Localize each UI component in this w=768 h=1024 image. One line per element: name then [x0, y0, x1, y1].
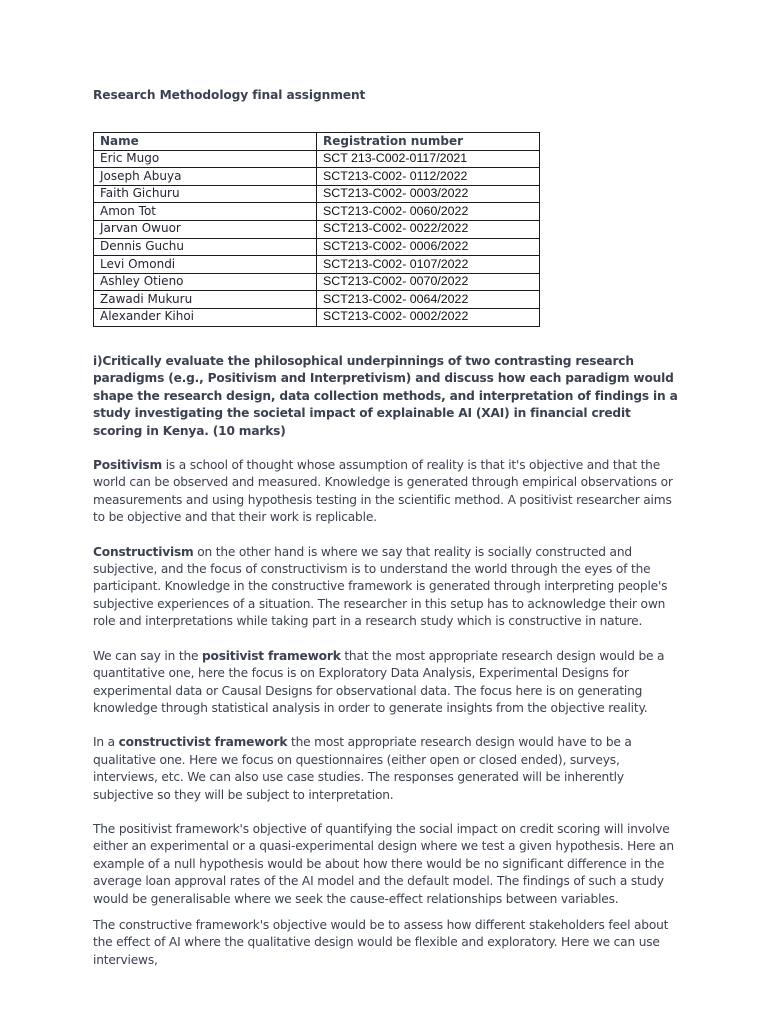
paragraph-lead: In a — [93, 735, 119, 750]
paragraph-lead: We can say in the — [93, 648, 202, 663]
table-row — [94, 308, 540, 326]
table-row — [94, 203, 540, 221]
member-registration: SCT213-C002- 0070/2022 — [317, 273, 540, 291]
paragraph-constructive-objective — [93, 917, 683, 969]
document-title: Research Methodology final assignment — [93, 88, 366, 102]
member-name: Dennis Guchu — [94, 238, 317, 256]
member-name: Jarvan Owuor — [94, 220, 317, 238]
member-name: Zawadi Mukuru — [94, 291, 317, 309]
table-row — [94, 150, 540, 168]
paragraph-term: Constructivism — [93, 544, 194, 559]
paragraph-text: on the other hand is where we say that reality is socially constructed and subjective, and the focus of constructivism is to understand the world through the eyes of the participant. Knowledge in the constructive framework is generated through interpreting people's subjective experiences of a situation. The researcher in this setup has to acknowledge their own role and interpretations while taking part in a research study which is constructive in nature. — [93, 544, 668, 629]
document-body — [93, 353, 683, 986]
table-row — [94, 238, 540, 256]
table-row — [94, 273, 540, 291]
member-registration: SCT213-C002- 0006/2022 — [317, 238, 540, 256]
member-name: Joseph Abuya — [94, 168, 317, 186]
member-registration: SCT213-C002- 0060/2022 — [317, 203, 540, 221]
paragraph-positivist-objective — [93, 821, 683, 908]
paragraph-term: constructivist framework — [118, 735, 288, 750]
table-row — [94, 185, 540, 203]
registration-column-header: Registration number — [317, 133, 540, 151]
paragraph-text: is a school of thought whose assumption of reality is that it's objective and that the world can be observed and measured. Knowledge is generated through empirical observations or measurements and using hypothesis testing in the scientific method. A positivist researcher aims to be objective and that their work is replicable. — [93, 458, 673, 525]
paragraph-constructivist-framework — [93, 734, 683, 804]
member-registration: SCT213-C002- 0107/2022 — [317, 256, 540, 274]
member-name: Eric Mugo — [94, 150, 317, 168]
question-heading: i)Critically evaluate the philosophical underpinnings of two contrasting research paradigms (e.g., Positivism and Interpretivism) and discuss how each paradigm would shape the research design, data collection methods, and interpretation of findings in a study investigating the societal impact of explainable AI (XAI) in financial credit scoring in Kenya. (10 marks) — [93, 354, 678, 438]
paragraph-positivist-framework — [93, 648, 683, 718]
member-registration: SCT213-C002- 0064/2022 — [317, 291, 540, 309]
paragraph-constructivism — [93, 544, 683, 631]
paragraph-text: that the most appropriate research design would be a quantitative one, here the focus is on Exploratory Data Analysis, Experimental Designs for experimental data or Causal Designs for observational data. The focus here is on generating knowledge through statistical analysis in order to generate insights from the objective reality. — [93, 648, 665, 715]
paragraph-term: positivist framework — [202, 648, 341, 663]
paragraph-text: The positivist framework's objective of quantifying the social impact on credit scoring will involve either an experimental or a quasi-experimental design where we test a given hypothesis. Here an example of a null hypothesis would be about how there would be no significant difference in the average loan approval rates of the AI model and the default model. The findings of such a study would be generalisable where we seek the cause-effect relationships between variables. — [93, 821, 674, 906]
member-name: Amon Tot — [94, 203, 317, 221]
member-registration: SCT213-C002- 0022/2022 — [317, 220, 540, 238]
table-row — [94, 220, 540, 238]
paragraph-positivism — [93, 457, 683, 527]
name-column-header: Name — [94, 133, 317, 151]
member-registration: SCT213-C002- 0002/2022 — [317, 308, 540, 326]
table-row — [94, 256, 540, 274]
paragraph-text: the most appropriate research design would have to be a qualitative one. Here we focus on questionnaires (either open or closed ended), surveys, interviews, etc. We can also use case studies. The responses generated will be inherently subjective so they will be subject to interpretation. — [93, 735, 632, 802]
member-name: Levi Omondi — [94, 256, 317, 274]
table-header-row — [94, 133, 540, 151]
paragraph-term: Positivism — [93, 458, 163, 473]
member-name: Faith Gichuru — [94, 185, 317, 203]
members-table — [93, 132, 540, 327]
paragraph-text: The constructive framework's objective would be to assess how different stakeholders feel about the effect of AI where the qualitative design would be flexible and exploratory. Here we can use interviews, — [93, 917, 669, 967]
table-row — [94, 168, 540, 186]
member-name: Alexander Kihoi — [94, 308, 317, 326]
table-row — [94, 291, 540, 309]
member-registration: SCT213-C002- 0003/2022 — [317, 185, 540, 203]
member-registration: SCT213-C002- 0112/2022 — [317, 168, 540, 186]
member-name: Ashley Otieno — [94, 273, 317, 291]
member-registration: SCT 213-C002-0117/2021 — [317, 150, 540, 168]
